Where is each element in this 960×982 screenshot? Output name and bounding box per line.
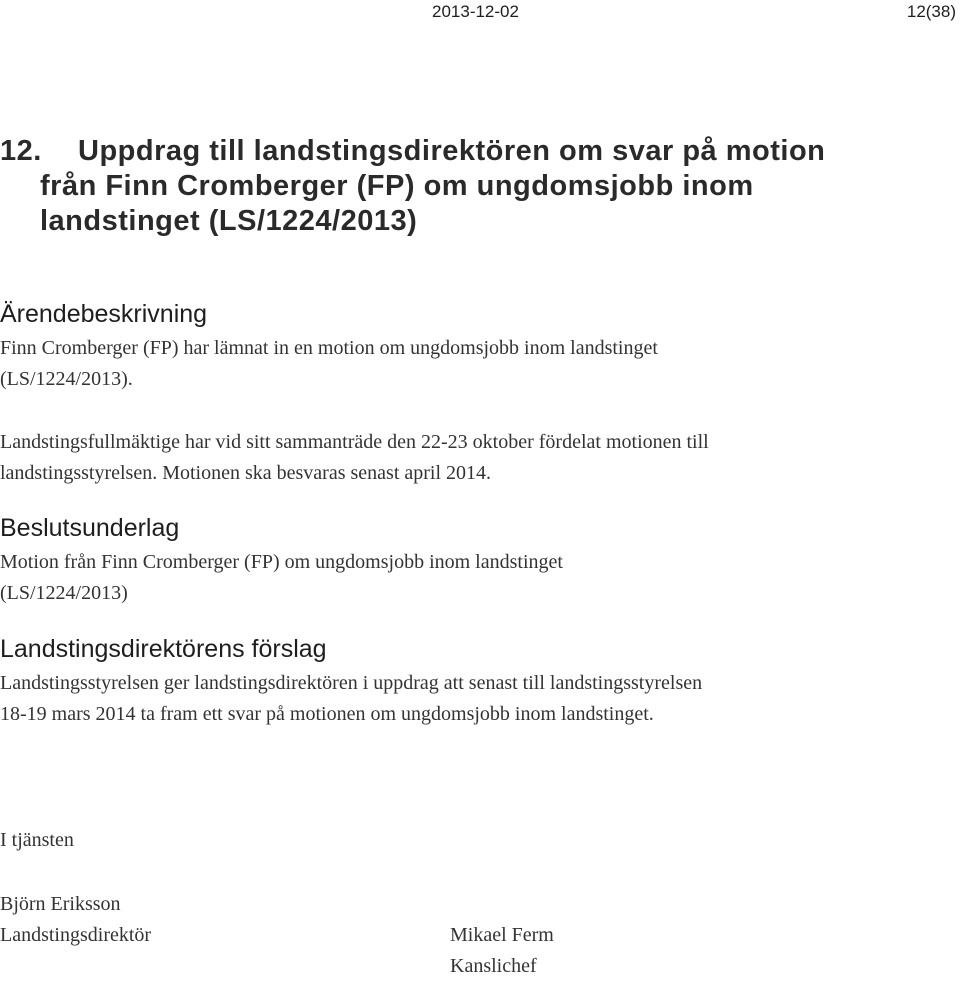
beslutsunderlag-line2: (LS/1224/2013) <box>0 582 128 604</box>
item-heading <box>0 134 900 239</box>
signer1-title: Landstingsdirektör <box>0 924 152 946</box>
signature-closing: I tjänsten <box>0 829 74 851</box>
arendebeskrivning-p2-line2: landstingsstyrelsen. Motionen ska besvaras senast april 2014. <box>0 462 492 484</box>
page-number: 12(38) <box>906 2 956 21</box>
arendebeskrivning-p1-line1: Finn Cromberger (FP) har lämnat in en motion om ungdomsjobb inom landstinget <box>0 337 658 359</box>
arendebeskrivning-paragraph1 <box>0 333 955 395</box>
arendebeskrivning-paragraph2 <box>0 427 955 489</box>
signer2-name: Mikael Ferm <box>450 924 554 946</box>
forslag-line1: Landstingsstyrelsen ger landstingsdirektören i uppdrag att senast till landstingsstyrelsen <box>0 672 703 694</box>
item-title-line3: landstinget (LS/1224/2013) <box>40 205 418 237</box>
forslag-heading: Landstingsdirektörens förslag <box>0 635 327 663</box>
arendebeskrivning-p1-line2: (LS/1224/2013). <box>0 368 133 390</box>
forslag-line2: 18-19 mars 2014 ta fram ett svar på motionen om ungdomsjobb inom landstinget. <box>0 703 654 725</box>
arendebeskrivning-heading: Ärendebeskrivning <box>0 300 208 328</box>
item-title-line1: Uppdrag till landstingsdirektören om svar på motion <box>78 135 826 167</box>
signer2-title: Kanslichef <box>450 955 537 977</box>
arendebeskrivning-p2-line1: Landstingsfullmäktige har vid sitt sammanträde den 22-23 oktober fördelat motionen till <box>0 431 709 453</box>
page-header-date: 2013-12-02 <box>432 2 519 21</box>
beslutsunderlag-line1: Motion från Finn Cromberger (FP) om ungdomsjobb inom landstinget <box>0 551 563 573</box>
item-title-line2: från Finn Cromberger (FP) om ungdomsjobb inom <box>40 170 754 202</box>
signer1-name: Björn Eriksson <box>0 893 121 915</box>
item-number: 12. <box>0 135 42 167</box>
beslutsunderlag-body <box>0 547 955 609</box>
beslutsunderlag-heading: Beslutsunderlag <box>0 514 180 542</box>
forslag-body <box>0 668 955 730</box>
